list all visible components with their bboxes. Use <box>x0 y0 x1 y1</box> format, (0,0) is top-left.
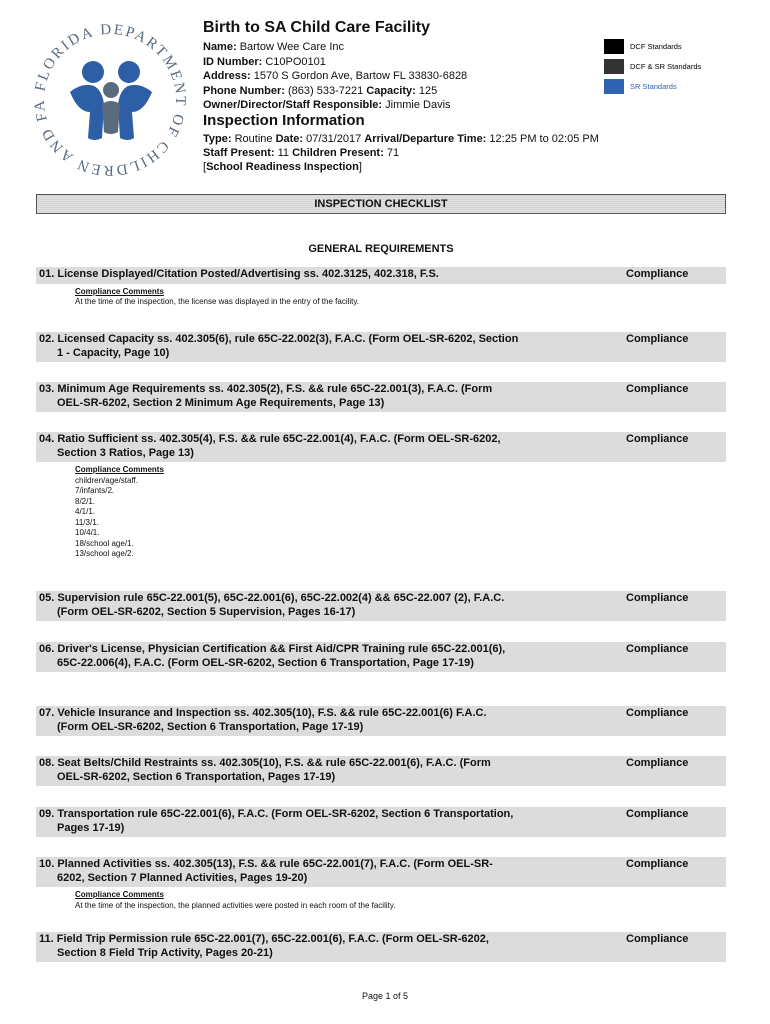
page-number: Page 1 of 5 <box>361 991 409 1001</box>
compliance-comment-line: 13/school age/2. <box>75 549 134 558</box>
checklist-item <box>36 267 726 308</box>
inspection-checklist-header: INSPECTION CHECKLIST <box>36 194 726 214</box>
compliance-comments-title: Compliance Comments <box>75 890 164 899</box>
checklist-item-title: 02. Licensed Capacity ss. 402.305(6), rule 65C-22.002(3), F.A.C. (Form OEL-SR-6202, Section 1 - Capacity, Page 10) <box>39 333 519 359</box>
checklist-item-title: 01. License Displayed/Citation Posted/Advertising ss. 402.3125, 402.318, F.S. <box>39 268 439 280</box>
compliance-comments <box>75 287 726 308</box>
checklist-item-bar <box>36 591 726 621</box>
checklist-item-bar <box>36 706 726 736</box>
legend-label: DCF & SR Standards <box>630 61 702 71</box>
inspection-staff-line: Staff Present: 11 Children Present: 71 <box>203 147 400 159</box>
compliance-comment-line: At the time of the inspection, the planned activities were posted in each room of the facility. <box>75 900 396 910</box>
checklist-item-title: 05. Supervision rule 65C-22.001(5), 65C-22.001(6), 65C-22.002(4) && 65C-22.007 (2), F.A.C. (Form OEL-SR-6202, Section 5 Supervision, Pages 16-17) <box>39 592 505 618</box>
compliance-comments-title: Compliance Comments <box>75 465 164 474</box>
general-requirements-title: GENERAL REQUIREMENTS <box>308 243 454 255</box>
checklist-item <box>36 807 726 837</box>
svg-text:FLORIDA DEPARTMENT OF CHILDREN: FLORIDA DEPARTMENT OF CHILDREN AND FA <box>31 21 189 179</box>
checklist-item-bar <box>36 382 726 412</box>
checklist-item-bar <box>36 932 726 962</box>
inspection-type-line: Type: Routine Date: 07/31/2017 Arrival/Departure Time: 12:25 PM to 02:05 PM <box>203 133 599 145</box>
compliance-comments <box>75 465 726 560</box>
facility-header <box>203 18 603 113</box>
checklist-item <box>36 642 726 672</box>
compliance-comment-line: children/age/staff. <box>75 475 139 485</box>
facility-capacity: 125 <box>418 84 438 97</box>
compliance-status: Compliance <box>626 933 689 945</box>
compliance-status: Compliance <box>626 808 689 820</box>
compliance-status: Compliance <box>626 333 689 345</box>
compliance-comment-line: At the time of the inspection, the license was displayed in the entry of the facility. <box>75 297 360 306</box>
checklist-item-bar <box>36 857 726 887</box>
compliance-comment-line: 10/4/1. <box>75 528 100 537</box>
facility-name-line: Name: Bartow Wee Care Inc <box>203 41 345 53</box>
compliance-status: Compliance <box>626 643 689 655</box>
compliance-comment-line: 11/3/1. <box>75 517 99 527</box>
facility-phone-line: Phone Number: (863) 533-7221 Capacity: 125 <box>203 84 438 97</box>
legend-swatch-icon <box>604 59 624 74</box>
inspection-program: School Readiness Inspection <box>206 161 359 173</box>
checklist-item <box>36 332 726 362</box>
checklist-item-title: 08. Seat Belts/Child Restraints ss. 402.305(10), F.S. && rule 65C-22.001(6), F.A.C. (Form OEL-SR-6202, Section 6 Transportation, Pages 17-19) <box>39 757 491 783</box>
checklist-item-title: 04. Ratio Sufficient ss. 402.305(4), F.S. && rule 65C-22.001(4), F.A.C. (Form OEL-SR-6202, Section 3 Ratios, Page 13) <box>39 433 501 459</box>
compliance-comments <box>75 890 726 911</box>
checklist-item-title: 06. Driver's License, Physician Certification && First Aid/CPR Training rule 65C-22.001(6), 65C-22.006(4), F.A.C. (Form OEL-SR-6202, Section 6 Transportation, Page 17-19) <box>39 643 506 669</box>
facility-name: Bartow Wee Care Inc <box>239 41 345 53</box>
legend-item <box>604 36 754 56</box>
checklist-item <box>36 432 726 560</box>
compliance-status: Compliance <box>626 757 689 769</box>
checklist-item <box>36 591 726 621</box>
legend-swatch-icon <box>604 79 624 94</box>
checklist-item-bar <box>36 807 726 837</box>
checklist-item-bar <box>36 756 726 786</box>
staff-present: 11 <box>277 147 290 159</box>
inspection-program-line: [School Readiness Inspection] <box>203 161 362 173</box>
compliance-status: Compliance <box>626 268 689 280</box>
compliance-status: Compliance <box>626 858 689 870</box>
checklist-item-title: 03. Minimum Age Requirements ss. 402.305(2), F.S. && rule 65C-22.001(3), F.A.C. (Form OEL-SR-6202, Section 2 Minimum Age Requirements, Page 13) <box>39 383 493 409</box>
legend-swatch-icon <box>604 39 624 54</box>
compliance-status: Compliance <box>626 707 689 719</box>
checklist-item-bar <box>36 267 726 284</box>
checklist-item-title: 11. Field Trip Permission rule 65C-22.001(7), 65C-22.001(6), F.A.C. (Form OEL-SR-6202, Section 8 Field Trip Activity, Pages 20-21) <box>39 933 489 959</box>
dcf-logo <box>30 20 190 180</box>
facility-address-line: Address: 1570 S Gordon Ave, Bartow FL 33830-6828 <box>203 70 468 82</box>
checklist-item <box>36 756 726 786</box>
standards-legend <box>604 36 754 96</box>
compliance-status: Compliance <box>626 383 689 395</box>
compliance-status: Compliance <box>626 592 689 604</box>
checklist-item-title: 09. Transportation rule 65C-22.001(6), F.A.C. (Form OEL-SR-6202, Section 6 Transportation, Pages 17-19) <box>39 808 514 834</box>
checklist-item <box>36 382 726 412</box>
facility-id: C10PO0101 <box>265 55 326 68</box>
compliance-status: Compliance <box>626 433 689 445</box>
compliance-comments-title: Compliance Comments <box>75 286 164 296</box>
checklist-item-bar <box>36 642 726 672</box>
inspection-type: Routine <box>234 133 273 145</box>
checklist-item-title: 10. Planned Activities ss. 402.305(13), F.S. && rule 65C-22.001(7), F.A.C. (Form OEL-SR-6202, Section 7 Planned Activities, Pages 19-20) <box>39 858 493 884</box>
checklist-item <box>36 706 726 736</box>
inspection-information <box>203 112 743 174</box>
facility-id-line: ID Number: C10PO0101 <box>203 55 326 68</box>
facility-owner: Jimmie Davis <box>385 99 451 111</box>
dcf-seal-icon <box>30 20 190 180</box>
facility-phone: (863) 533-7221 <box>287 84 364 97</box>
legend-item <box>604 76 754 96</box>
legend-label: DCF Standards <box>630 41 682 51</box>
legend-item <box>604 56 754 76</box>
inspection-date: 07/31/2017 <box>306 133 362 145</box>
compliance-comment-line: 7/infants/2. <box>75 486 115 495</box>
checklist-item-bar <box>36 332 726 362</box>
compliance-comment-line: 18/school age/1. <box>75 538 134 548</box>
checklist-item <box>36 857 726 911</box>
checklist-item <box>36 932 726 962</box>
facility-address: 1570 S Gordon Ave, Bartow FL 33830-6828 <box>253 70 468 82</box>
children-present: 71 <box>386 147 400 159</box>
inspection-times: 12:25 PM to 02:05 PM <box>489 133 599 145</box>
checklist-item-bar <box>36 432 726 462</box>
inspection-title: Inspection Information <box>203 112 365 129</box>
compliance-comment-line: 4/1/1. <box>75 507 96 516</box>
facility-type-title: Birth to SA Child Care Facility <box>203 19 430 36</box>
legend-label: SR Standards <box>630 81 677 91</box>
facility-owner-line: Owner/Director/Staff Responsible: Jimmie Davis <box>203 99 451 111</box>
compliance-comment-line: 8/2/1. <box>75 496 96 506</box>
checklist-item-title: 07. Vehicle Insurance and Inspection ss. 402.305(10), F.S. && rule 65C-22.001(6) F.A.C. (Form OEL-SR-6202, Section 6 Transportation, Page 17-19) <box>39 707 487 733</box>
